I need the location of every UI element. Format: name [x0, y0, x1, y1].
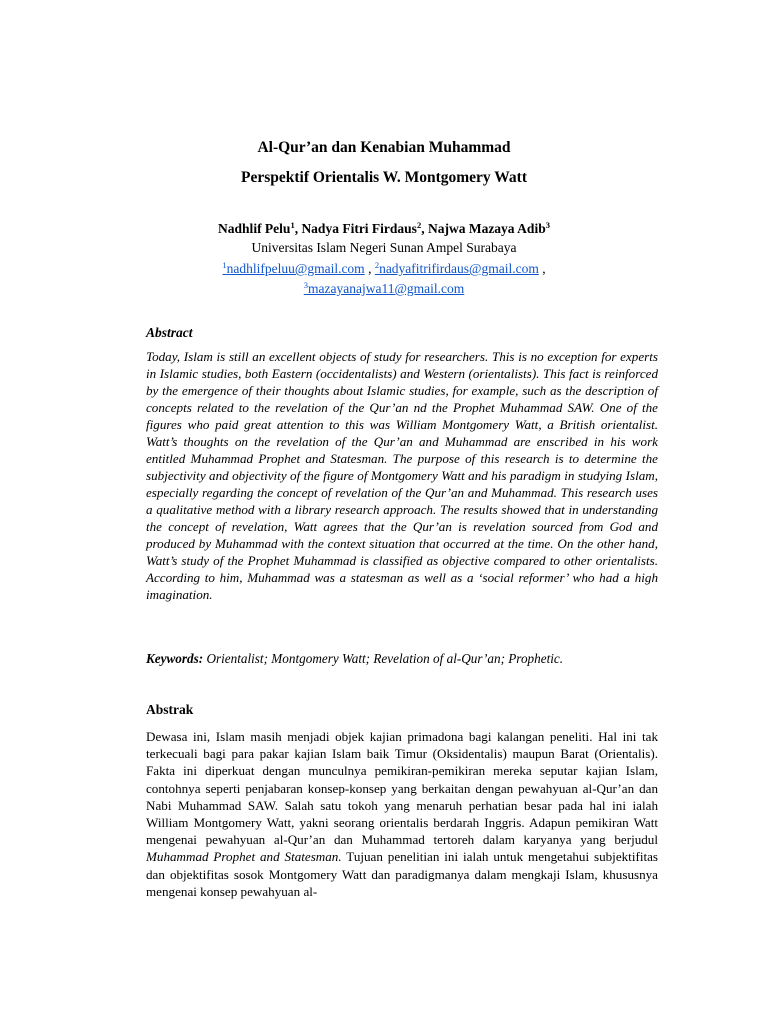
author-name: Najwa Mazaya Adib [427, 221, 546, 236]
paper-title: Al-Qur’an dan Kenabian Muhammad [257, 139, 511, 156]
author-sup: 1 [290, 220, 295, 230]
author-sup: 3 [545, 220, 550, 230]
keywords [146, 651, 658, 667]
author-list [0, 220, 768, 237]
email-link[interactable] [375, 261, 539, 276]
email-line [0, 280, 768, 297]
email-sup: 2 [374, 260, 380, 270]
abstrak-text-italic: Muhammad Prophet and Statesman. [146, 849, 342, 865]
email-sup: 3 [303, 280, 308, 290]
email-address: mazayanajwa11@gmail.com [308, 281, 465, 296]
author-separator: , [294, 221, 302, 236]
author-name: Nadhlif Pelu [218, 221, 291, 236]
abstrak-text-after: Tujuan penelitian ini ialah untuk mengetahui subjektifitas dan objektifitas sosok Montgomery Watt dan paradigmanya dalam mengkaji Islam, khususnya mengenai konsep pewahyuan al- [146, 849, 658, 899]
paper-subtitle: Perspektif Orientalis W. Montgomery Watt [240, 169, 527, 186]
email-trailing: , [538, 261, 546, 276]
abstrak-heading: Abstrak [146, 702, 194, 717]
author-separator: , [421, 221, 428, 236]
abstrak-text [146, 728, 658, 900]
abstract-heading: Abstract [146, 325, 193, 340]
author-sup: 2 [416, 220, 422, 230]
email-link[interactable] [222, 261, 364, 276]
author-name: Nadya Fitri Firdaus [301, 221, 417, 236]
email-address: nadhlifpeluu@gmail.com [226, 261, 365, 276]
keywords-label: Keywords: [146, 651, 204, 666]
email-line [0, 260, 768, 277]
email-sup: 1 [222, 260, 227, 270]
abstrak-text-before: Dewasa ini, Islam masih menjadi objek kajian primadona bagi kalangan peneliti. Hal ini tak terkecuali bagi para pakar kajian Islam baik Timur (Oksidentalis) maupun Barat (Orientalis). Fakta ini diperkuat dengan munculnya pemikiran-pemikiran mereka seputar kajian Islam, contohnya seperti penjabaran konsep-konsep yang berkaitan dengan pewahyuan al-Qur’an dan Nabi Muhammad SAW. Salah satu tokoh yang menaruh perhatian besar pada hal ini ialah William Montgomery Watt, yakni seorang orientalis berdarah Inggris. Adapun pemikiran Watt mengenai pewahyuan al-Qur’an dan Muhammad tertoreh dalam karyanya yang berjudul [146, 729, 658, 848]
email-separator: , [364, 261, 375, 276]
keywords-text: Orientalist; Montgomery Watt; Revelation of al-Qur’an; Prophetic. [203, 651, 564, 666]
affiliation: Universitas Islam Negeri Sunan Ampel Surabaya [251, 240, 517, 255]
email-address: nadyafitrifirdaus@gmail.com [379, 261, 539, 276]
email-link[interactable] [304, 281, 465, 296]
abstract-text: Today, Islam is still an excellent objects of study for researchers. This is no exception for experts in Islamic studies, both Eastern (occidentalists) and Western (orientalists). This fact is reinforced by the emergence of their thoughts about Islamic studies, for example, such as the description of concepts related to the revelation of the Qur’an nd the Prophet Muhammad SAW. One of the figures who paid great attention to this was William Montgomery Watt, a British orientalist. Watt’s thoughts on the revelation of the Qur’an and Muhammad are enscribed in his work entitled Muhammad Prophet and Statesman. The purpose of this research is to determine the subjectivity and objectivity of the figure of Montgomery Watt and his paradigm in studying Islam, especially regarding the concept of revelation of the Qur’an and Muhammad. This research uses a qualitative method with a library research approach. The results showed that in understanding the concept of revelation, Watt agrees that the Qur’an is revelation sourced from God and produced by Muhammad with the context situation that occurred at the time. On the other hand, Watt’s study of the Prophet Muhammad is classified as objective compared to other orientalists. According to him, Muhammad was a statesman as well as a ‘social reformer’ who had a high imagination. [146, 349, 658, 602]
